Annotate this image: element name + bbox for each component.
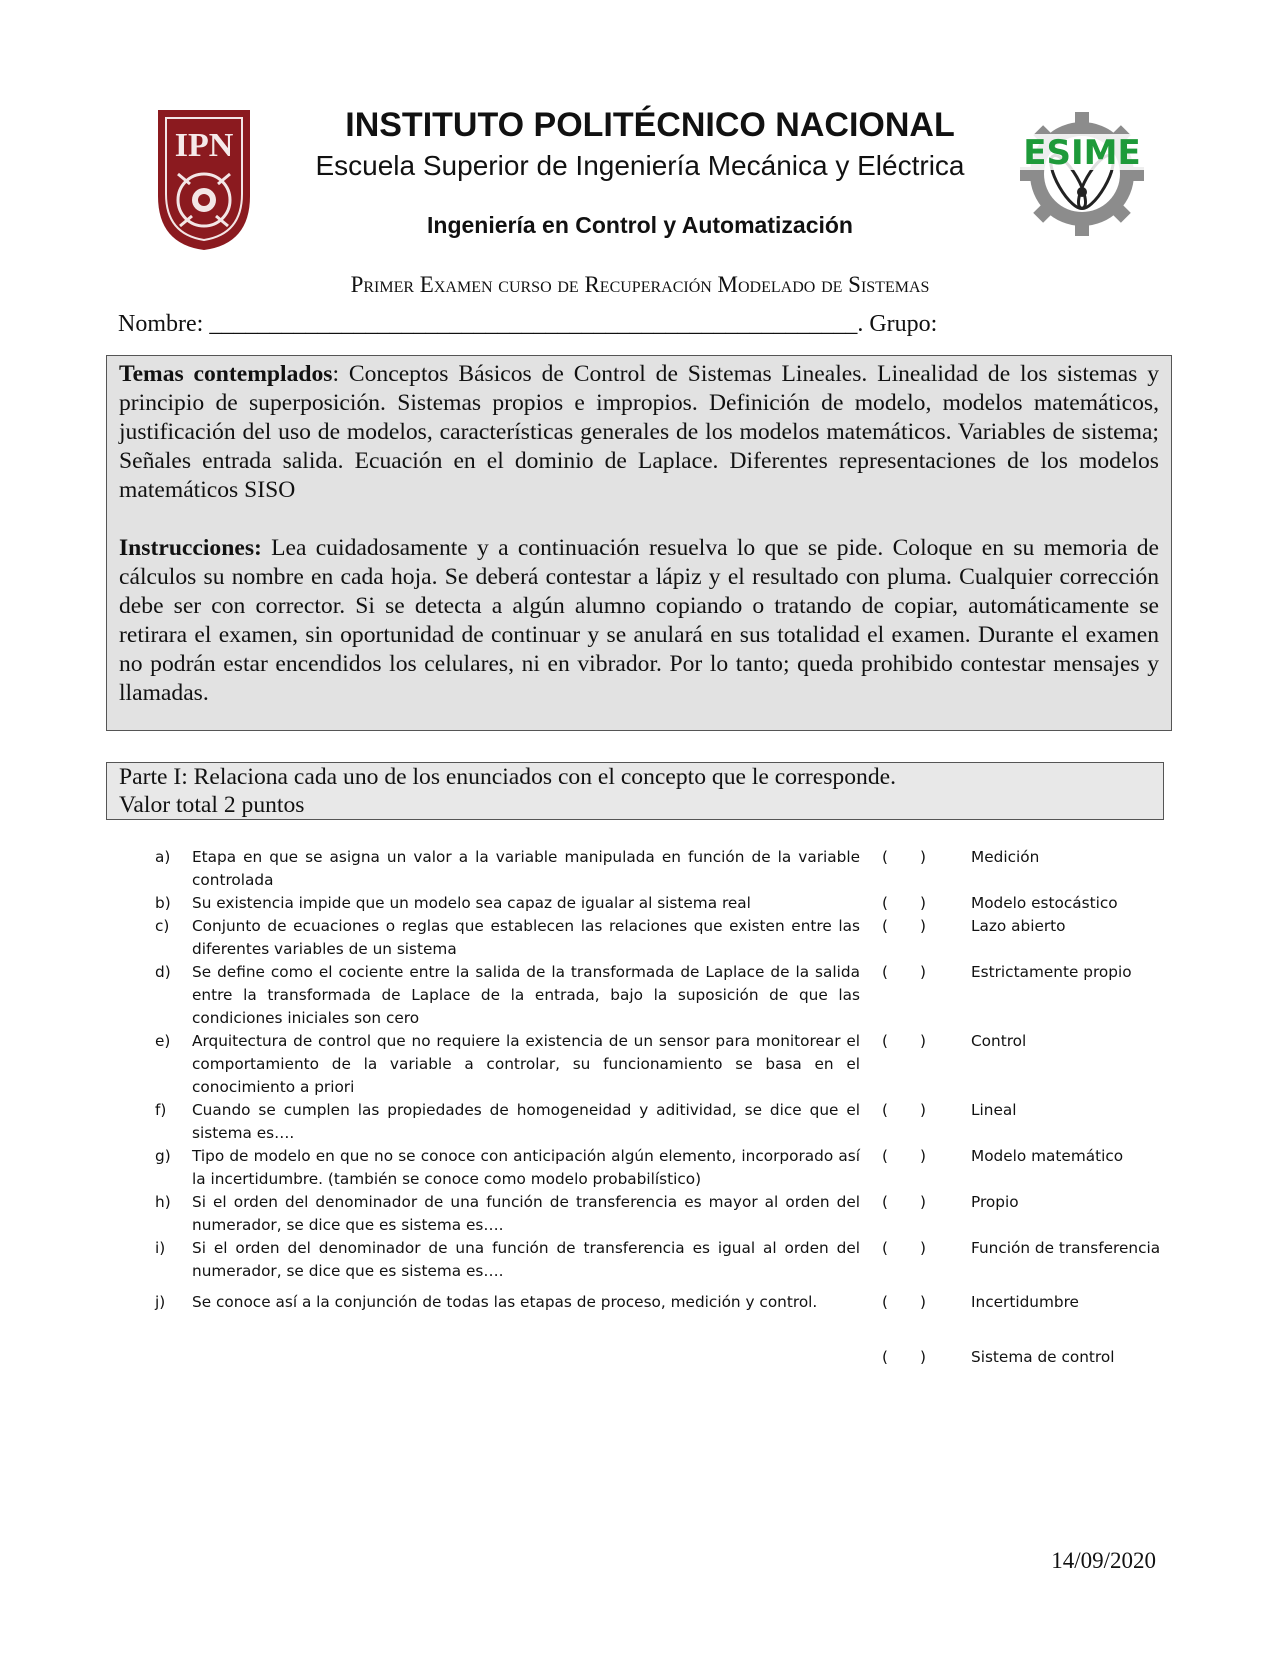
topics-label: Temas contemplados [119, 361, 333, 387]
concept-option: Incertidumbre [971, 1293, 1079, 1311]
paren-close: ) [920, 1147, 926, 1165]
concept-option: Estrictamente propio [971, 963, 1132, 981]
part1-value: Valor total 2 puntos [119, 792, 305, 818]
svg-text:ESIME: ESIME [1023, 133, 1141, 173]
name-line [118, 311, 937, 338]
topics-text: : Conceptos Básicos de Control de Sistemas Lineales. Linealidad de los sistemas y principio de superposición. Sistemas propios e impropios. Definición de modelo, modelos matemáticos, justificación del uso de modelos, características generales de los modelos matemáticos. Variables de sistema; Señales entrada salida. Ecuación en el dominio de Laplace. Diferentes representaciones de los modelos matemáticos SISO [119, 361, 1159, 503]
concept-option: Medición [971, 848, 1040, 866]
item-letter: d) [155, 963, 171, 981]
paren-open: ( [882, 1239, 888, 1257]
item-statement: Tipo de modelo en que no se conoce con anticipación algún elemento, incorporado así la incertidumbre. (también se conoce como modelo probabilístico) [192, 1147, 860, 1188]
topics-instructions-box [106, 355, 1172, 731]
concept-option: Modelo matemático [971, 1147, 1124, 1165]
paren-open: ( [882, 1101, 888, 1119]
paren-open: ( [882, 1293, 888, 1311]
paren-close: ) [920, 1032, 926, 1050]
item-letter: a) [155, 848, 171, 866]
paren-open: ( [882, 963, 888, 981]
item-letter: j) [155, 1293, 166, 1311]
group-label: . Grupo: [857, 311, 938, 337]
concept-option: Modelo estocástico [971, 894, 1118, 912]
name-blank: ______________________________________________________ [209, 311, 858, 337]
part1-instruction: Parte I: Relaciona cada uno de los enunciados con el concepto que le corresponde. [119, 764, 896, 790]
item-statement: Si el orden del denominador de una función de transferencia es mayor al orden del numerador, se dice que es sistema es…. [192, 1193, 860, 1234]
item-statement: Se define como el cociente entre la salida de la transformada de Laplace de la salida entre la transformada de Laplace de la entrada, bajo la suposición de que las condiciones iniciales son cero [192, 963, 860, 1027]
instructions-paragraph [119, 534, 1159, 708]
paren-close: ) [920, 1348, 926, 1366]
paren-open: ( [882, 917, 888, 935]
item-letter: c) [155, 917, 170, 935]
instructions-text: Lea cuidadosamente y a continuación resuelva lo que se pide. Coloque en su memoria de cálculos su nombre en cada hoja. Se deberá contestar a lápiz y el resultado con pluma. Cualquier corrección debe ser con corrector. Si se detecta a algún alumno copiando o tratando de copiar, automáticamente se retirara el examen, sin oportunidad de continuar y se anulará en sus totalidad el examen. Durante el examen no podrán estar encendidos los celulares, ni en vibrador. Por lo tanto; queda prohibido contestar mensajes y llamadas. [119, 535, 1159, 706]
item-statement: Arquitectura de control que no requiere la existencia de un sensor para monitorear el comportamiento de la variable a controlar, su funcionamiento se basa en el conocimiento a priori [192, 1032, 860, 1096]
item-letter: e) [155, 1032, 171, 1050]
item-letter: i) [155, 1239, 166, 1257]
paren-close: ) [920, 894, 926, 912]
paren-close: ) [920, 1239, 926, 1257]
school-name: Escuela Superior de Ingeniería Mecánica y Eléctrica [315, 150, 965, 181]
paren-close: ) [920, 1193, 926, 1211]
exam-date: 14/09/2020 [1051, 1548, 1156, 1573]
paren-close: ) [920, 1101, 926, 1119]
concept-option: Función de transferencia [971, 1239, 1161, 1257]
concept-option: Lineal [971, 1101, 1017, 1119]
concept-option: Control [971, 1032, 1027, 1050]
paren-open: ( [882, 1348, 888, 1366]
item-statement: Etapa en que se asigna un valor a la variable manipulada en función de la variable controlada [192, 848, 860, 889]
concept-option: Propio [971, 1193, 1019, 1211]
paren-open: ( [882, 894, 888, 912]
paren-close: ) [920, 963, 926, 981]
instructions-label: Instrucciones: [119, 535, 262, 561]
paren-close: ) [920, 1293, 926, 1311]
item-letter: g) [155, 1147, 171, 1165]
exam-title: Primer Examen curso de Recuperación Modelado de Sistemas [350, 272, 930, 297]
name-label: Nombre: [118, 311, 204, 337]
paren-open: ( [882, 1147, 888, 1165]
topics-paragraph [119, 360, 1159, 505]
paren-close: ) [920, 917, 926, 935]
item-statement: Se conoce así a la conjunción de todas las etapas de proceso, medición y control. [192, 1293, 818, 1311]
paren-open: ( [882, 1193, 888, 1211]
paren-close: ) [920, 848, 926, 866]
part1-header-box [106, 762, 1164, 820]
concept-option: Lazo abierto [971, 917, 1066, 935]
item-letter: f) [155, 1101, 167, 1119]
item-letter: h) [155, 1193, 171, 1211]
item-statement: Cuando se cumplen las propiedades de homogeneidad y aditividad, se dice que el sistema es…. [192, 1101, 860, 1142]
career-name: Ingeniería en Control y Automatización [427, 212, 853, 238]
paren-open: ( [882, 848, 888, 866]
item-statement: Si el orden del denominador de una función de transferencia es igual al orden del numerador, se dice que es sistema es…. [192, 1239, 860, 1280]
paren-open: ( [882, 1032, 888, 1050]
item-statement: Conjunto de ecuaciones o reglas que establecen las relaciones que existen entre las diferentes variables de un sistema [192, 917, 860, 958]
item-letter: b) [155, 894, 171, 912]
item-statement: Su existencia impide que un modelo sea capaz de igualar al sistema real [192, 894, 751, 912]
institution-title: INSTITUTO POLITÉCNICO NACIONAL [345, 106, 955, 144]
concept-option: Sistema de control [971, 1348, 1115, 1366]
svg-text:IPN: IPN [174, 127, 234, 164]
